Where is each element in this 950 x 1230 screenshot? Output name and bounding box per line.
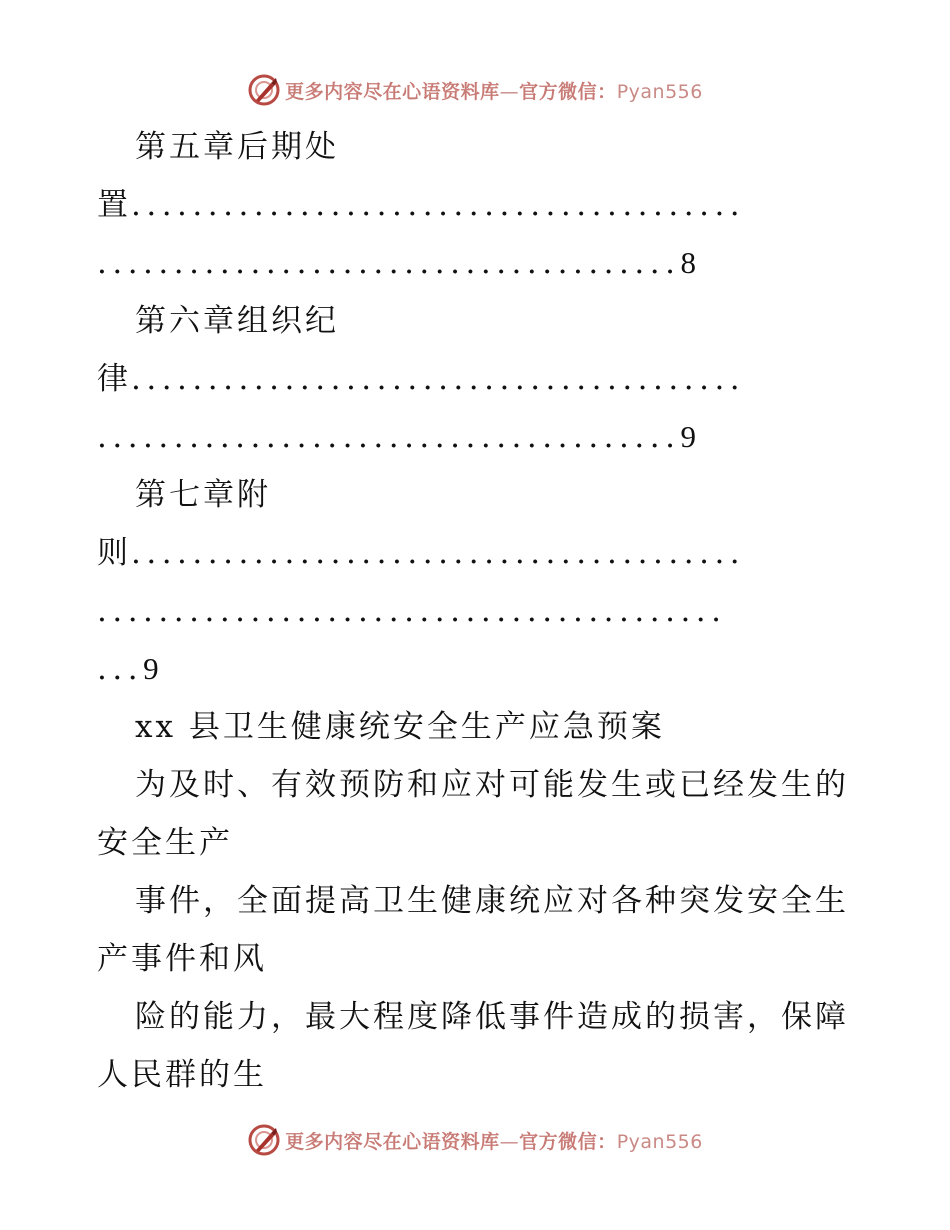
toc-entry-leader: 律........................................ [97,361,746,397]
paragraph-line: 人民群的生 [97,1057,267,1093]
quill-pen-logo-icon [247,73,281,107]
toc-entry-leader: ......................................9 [97,419,696,455]
toc-entry-leader: ...9 [97,651,159,687]
toc-page-number: 9 [143,651,159,686]
watermark-banner-bottom [0,1120,950,1160]
paragraph-line: 事件，全面提高卫生健康统应对各种突发安全生 [135,883,849,919]
watermark-text: 更多内容尽在心语资料库—官方微信：Pyan556 [285,80,703,103]
toc-entry-leader: 置........................................ [97,187,746,223]
paragraph-line: 安全生产 [97,825,233,861]
toc-entry-title: 第五章后期处 [135,129,339,165]
watermark-banner-top [0,70,950,110]
toc-entry-title: 第七章附 [135,477,271,513]
paragraph-line: 产事件和风 [97,941,267,977]
toc-entry-leader: ......................................8 [97,245,696,281]
toc-page-number: 9 [680,419,696,454]
toc-entry-title: 第六章组织纪 [135,303,339,339]
paragraph-line: 为及时、有效预防和应对可能发生或已经发生的 [135,767,849,803]
toc-page-number: 8 [680,245,696,280]
paragraph-line: 险的能力，最大程度降低事件造成的损害，保障 [135,999,849,1035]
toc-entry-leader: 则........................................ [97,535,746,571]
watermark-text: 更多内容尽在心语资料库—官方微信：Pyan556 [285,1130,703,1153]
document-heading: xx 县卫生健康统安全生产应急预案 [135,709,665,745]
quill-pen-logo-icon [247,1123,281,1157]
document-content [97,118,857,1104]
toc-entry-leader: ......................................... [97,593,727,629]
